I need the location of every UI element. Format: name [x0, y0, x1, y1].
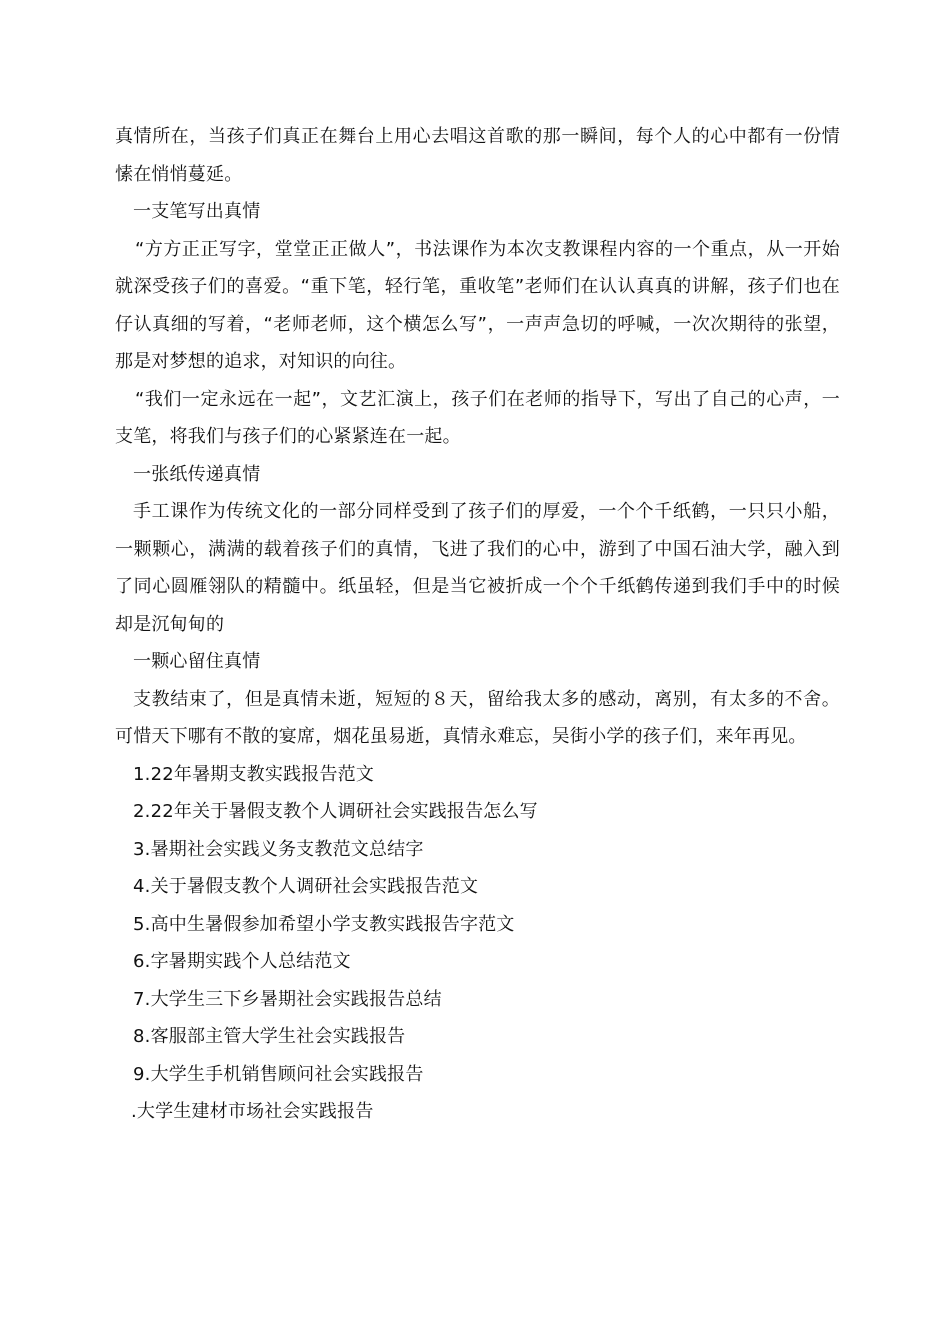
- paragraph-handcraft: 手工课作为传统文化的一部分同样受到了孩子们的厚爱，一个个千纸鹤，一只只小船，一颗颗心，满满的载着孩子们的真情，飞进了我们的心中，游到了中国石油大学，融入到了同心圆雁翎队的精髓中。纸虽轻，但是当它被折成一个个千纸鹤传递到我们手中的时候却是沉甸甸的: [115, 501, 840, 635]
- heading-paper: 一张纸传递真情: [133, 463, 261, 485]
- list-item[interactable]: 7.大学生三下乡暑期社会实践报告总结: [133, 988, 442, 1010]
- list-item[interactable]: 9.大学生手机销售顾问社会实践报告: [133, 1063, 424, 1085]
- list-item[interactable]: 5.高中生暑假参加希望小学支教实践报告字范文: [133, 913, 515, 935]
- list-item[interactable]: 6.字暑期实践个人总结范文: [133, 951, 351, 972]
- document-page: [115, 118, 840, 1131]
- list-item[interactable]: .大学生建材市场社会实践报告: [131, 1101, 374, 1122]
- list-item[interactable]: 3.暑期社会实践义务支教范文总结字: [133, 838, 424, 860]
- list-item[interactable]: 4.关于暑假支教个人调研社会实践报告范文: [133, 876, 479, 897]
- paragraph-calligraphy: “方方正正写字，堂堂正正做人”，书法课作为本次支教课程内容的一个重点，从一开始就深受孩子们的喜爱。“重下笔，轻行笔，重收笔”老师们在认认真真的讲解，孩子们也在仔认真细的写着，“老师老师，这个横怎么写”，一声声急切的呼喊，一次次期待的张望，那是对梦想的追求，对知识的向往。: [115, 238, 840, 372]
- list-item[interactable]: 8.客服部主管大学生社会实践报告: [133, 1026, 406, 1047]
- paragraph-farewell: 支教结束了，但是真情未逝，短短的８天，留给我太多的感动，离别，有太多的不舍。可惜天下哪有不散的宴席，烟花虽易逝，真情永难忘，吴街小学的孩子们，来年再见。: [115, 688, 840, 747]
- heading-heart: 一颗心留住真情: [133, 651, 261, 672]
- list-item[interactable]: 2.22年关于暑假支教个人调研社会实践报告怎么写: [133, 801, 538, 822]
- list-item[interactable]: 1.22年暑期支教实践报告范文: [133, 763, 375, 785]
- heading-pen: 一支笔写出真情: [133, 201, 261, 222]
- paragraph-intro: 真情所在，当孩子们真正在舞台上用心去唱这首歌的那一瞬间，每个人的心中都有一份情愫在悄悄蔓延。: [115, 126, 840, 185]
- related-articles-list: [115, 756, 840, 1131]
- paragraph-performance: “我们一定永远在一起”，文艺汇演上，孩子们在老师的指导下，写出了自己的心声，一支笔，将我们与孩子们的心紧紧连在一起。: [115, 388, 840, 447]
